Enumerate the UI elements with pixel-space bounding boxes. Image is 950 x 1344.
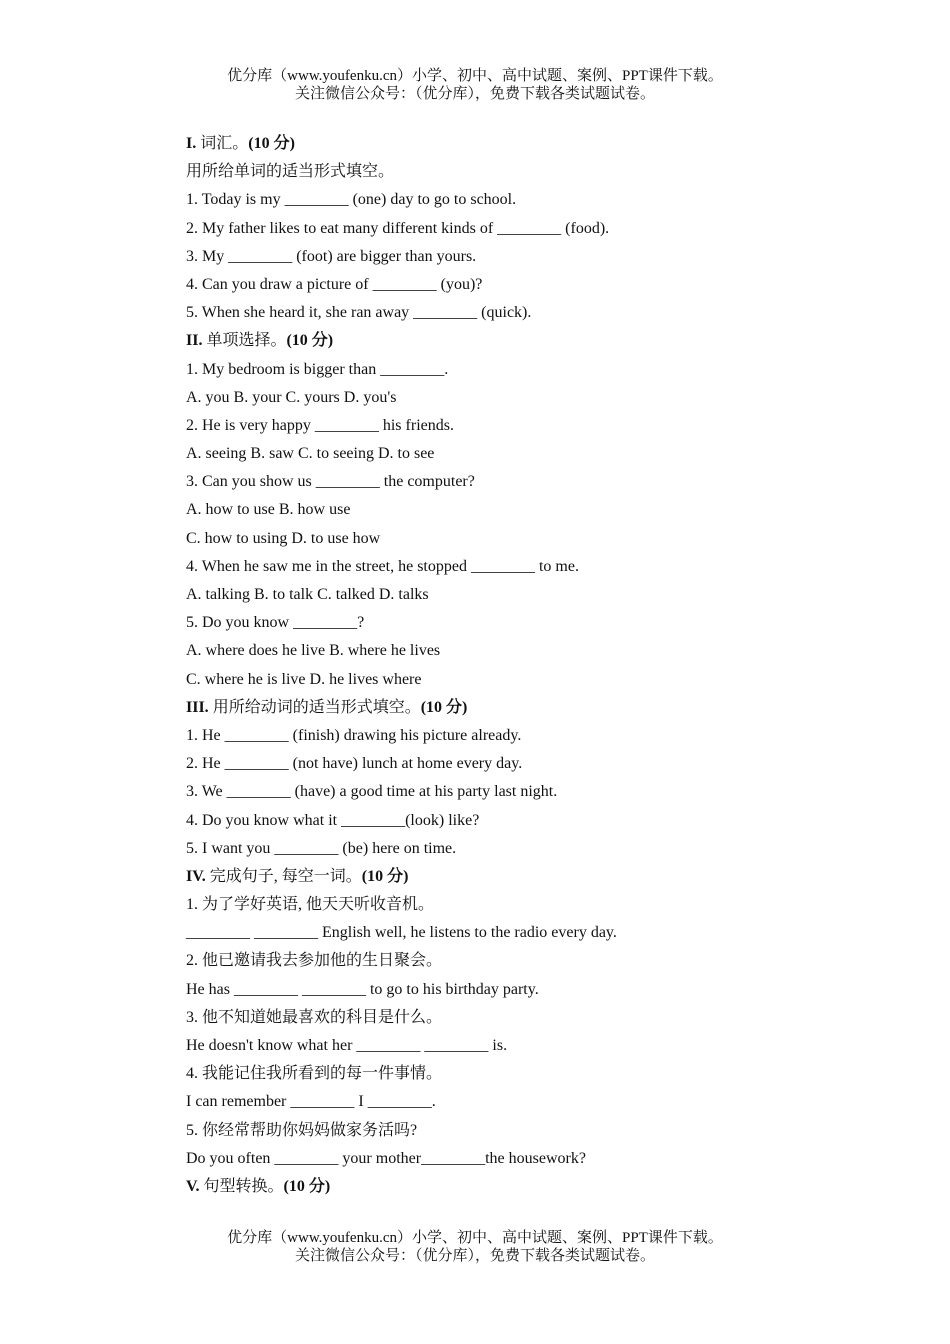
options-line: A. where does he live B. where he lives [186,642,441,660]
section-4-title: 完成句子, 每空一词。 [205,867,362,885]
options-line: A. how to use B. how use [186,501,351,519]
question-line: 2. He ________ (not have) lunch at home every day. [186,755,523,773]
question-line: I can remember ________ I ________. [186,1093,436,1111]
question-line: ________ ________ English well, he listens to the radio every day. [186,924,617,942]
question-line: 2. He is very happy ________ his friends. [186,416,454,434]
section-1-title: 词汇。 [196,135,249,152]
footer-line-1: 优分库（www.youfenku.cn）小学、初中、高中试题、案例、PPT课件下载。 [227,1230,723,1246]
question-line: 4. Do you know what it ________(look) like? [186,811,480,829]
section-5-title: 句型转换。 [199,1177,284,1195]
section-5-numeral: V. [186,1177,200,1195]
section-3-title: 用所给动词的适当形式填空。 [208,698,421,716]
options-line: C. where he is live D. he lives where [186,670,422,688]
section-1-score: (10 分) [248,135,295,152]
section-5-score: (10 分) [283,1177,331,1195]
question-line: 5. I want you ________ (be) here on time. [186,839,457,857]
section-3-numeral: III. [186,698,209,716]
chinese-prompt: 2. 他已邀请我去参加他的生日聚会。 [186,952,443,970]
options-line: A. seeing B. saw C. to seeing D. to see [186,445,435,463]
header-line-2: 关注微信公众号：（优分库），免费下载各类试题试卷。 [294,86,655,102]
chinese-prompt: 1. 为了学好英语, 他天天听收音机。 [186,896,435,914]
section-4-score: (10 分) [361,867,409,885]
section-1-heading [186,130,906,158]
section-2-title: 单项选择。 [202,332,287,350]
page-header [0,67,950,103]
question-line: 3. We ________ (have) a good time at his party last night. [186,783,558,801]
options-line: C. how to using D. to use how [186,529,381,547]
chinese-prompt: 5. 你经常帮助你妈妈做家务活吗? [186,1121,418,1139]
section-2-heading [186,327,906,355]
section-2-numeral: II. [186,332,203,350]
chinese-prompt: 4. 我能记住我所看到的每一件事情。 [186,1065,443,1083]
section-1-numeral: I. [186,135,197,152]
section-1-instruction: 用所给单词的适当形式填空。 [186,163,395,181]
question-line: 5. Do you know ________? [186,614,365,632]
page-footer [0,1229,950,1265]
question-line: 1. Today is my ________ (one) day to go to school. [186,191,517,209]
section-4-heading [186,863,906,891]
header-line-1: 优分库（www.youfenku.cn）小学、初中、高中试题、案例、PPT课件下载。 [227,68,723,84]
section-2-score: (10 分) [286,332,334,350]
question-line: He has ________ ________ to go to his birthday party. [186,980,539,998]
question-line: 3. My ________ (foot) are bigger than yours. [186,247,477,265]
footer-line-2: 关注微信公众号：（优分库），免费下载各类试题试卷。 [294,1248,655,1264]
question-line: 4. Can you draw a picture of ________ (you)? [186,275,483,293]
question-line: He doesn't know what her ________ ________ is. [186,1037,508,1054]
section-5-heading [186,1173,906,1201]
question-line: 3. Can you show us ________ the computer? [186,473,475,491]
section-4-numeral: IV. [186,867,206,885]
question-line: 1. My bedroom is bigger than ________. [186,360,449,378]
options-line: A. you B. your C. yours D. you's [186,388,397,406]
exam-content [186,130,906,1201]
question-line: 4. When he saw me in the street, he stopped ________ to me. [186,557,579,575]
question-line: Do you often ________ your mother________the housework? [186,1149,586,1167]
chinese-prompt: 3. 他不知道她最喜欢的科目是什么。 [186,1008,443,1026]
question-line: 5. When she heard it, she ran away ________ (quick). [186,304,532,322]
question-line: 1. He ________ (finish) drawing his picture already. [186,726,522,744]
options-line: A. talking B. to talk C. talked D. talks [186,586,429,603]
section-3-heading [186,694,906,722]
question-line: 2. My father likes to eat many different kinds of ________ (food). [186,219,610,237]
section-3-score: (10 分) [420,698,468,716]
